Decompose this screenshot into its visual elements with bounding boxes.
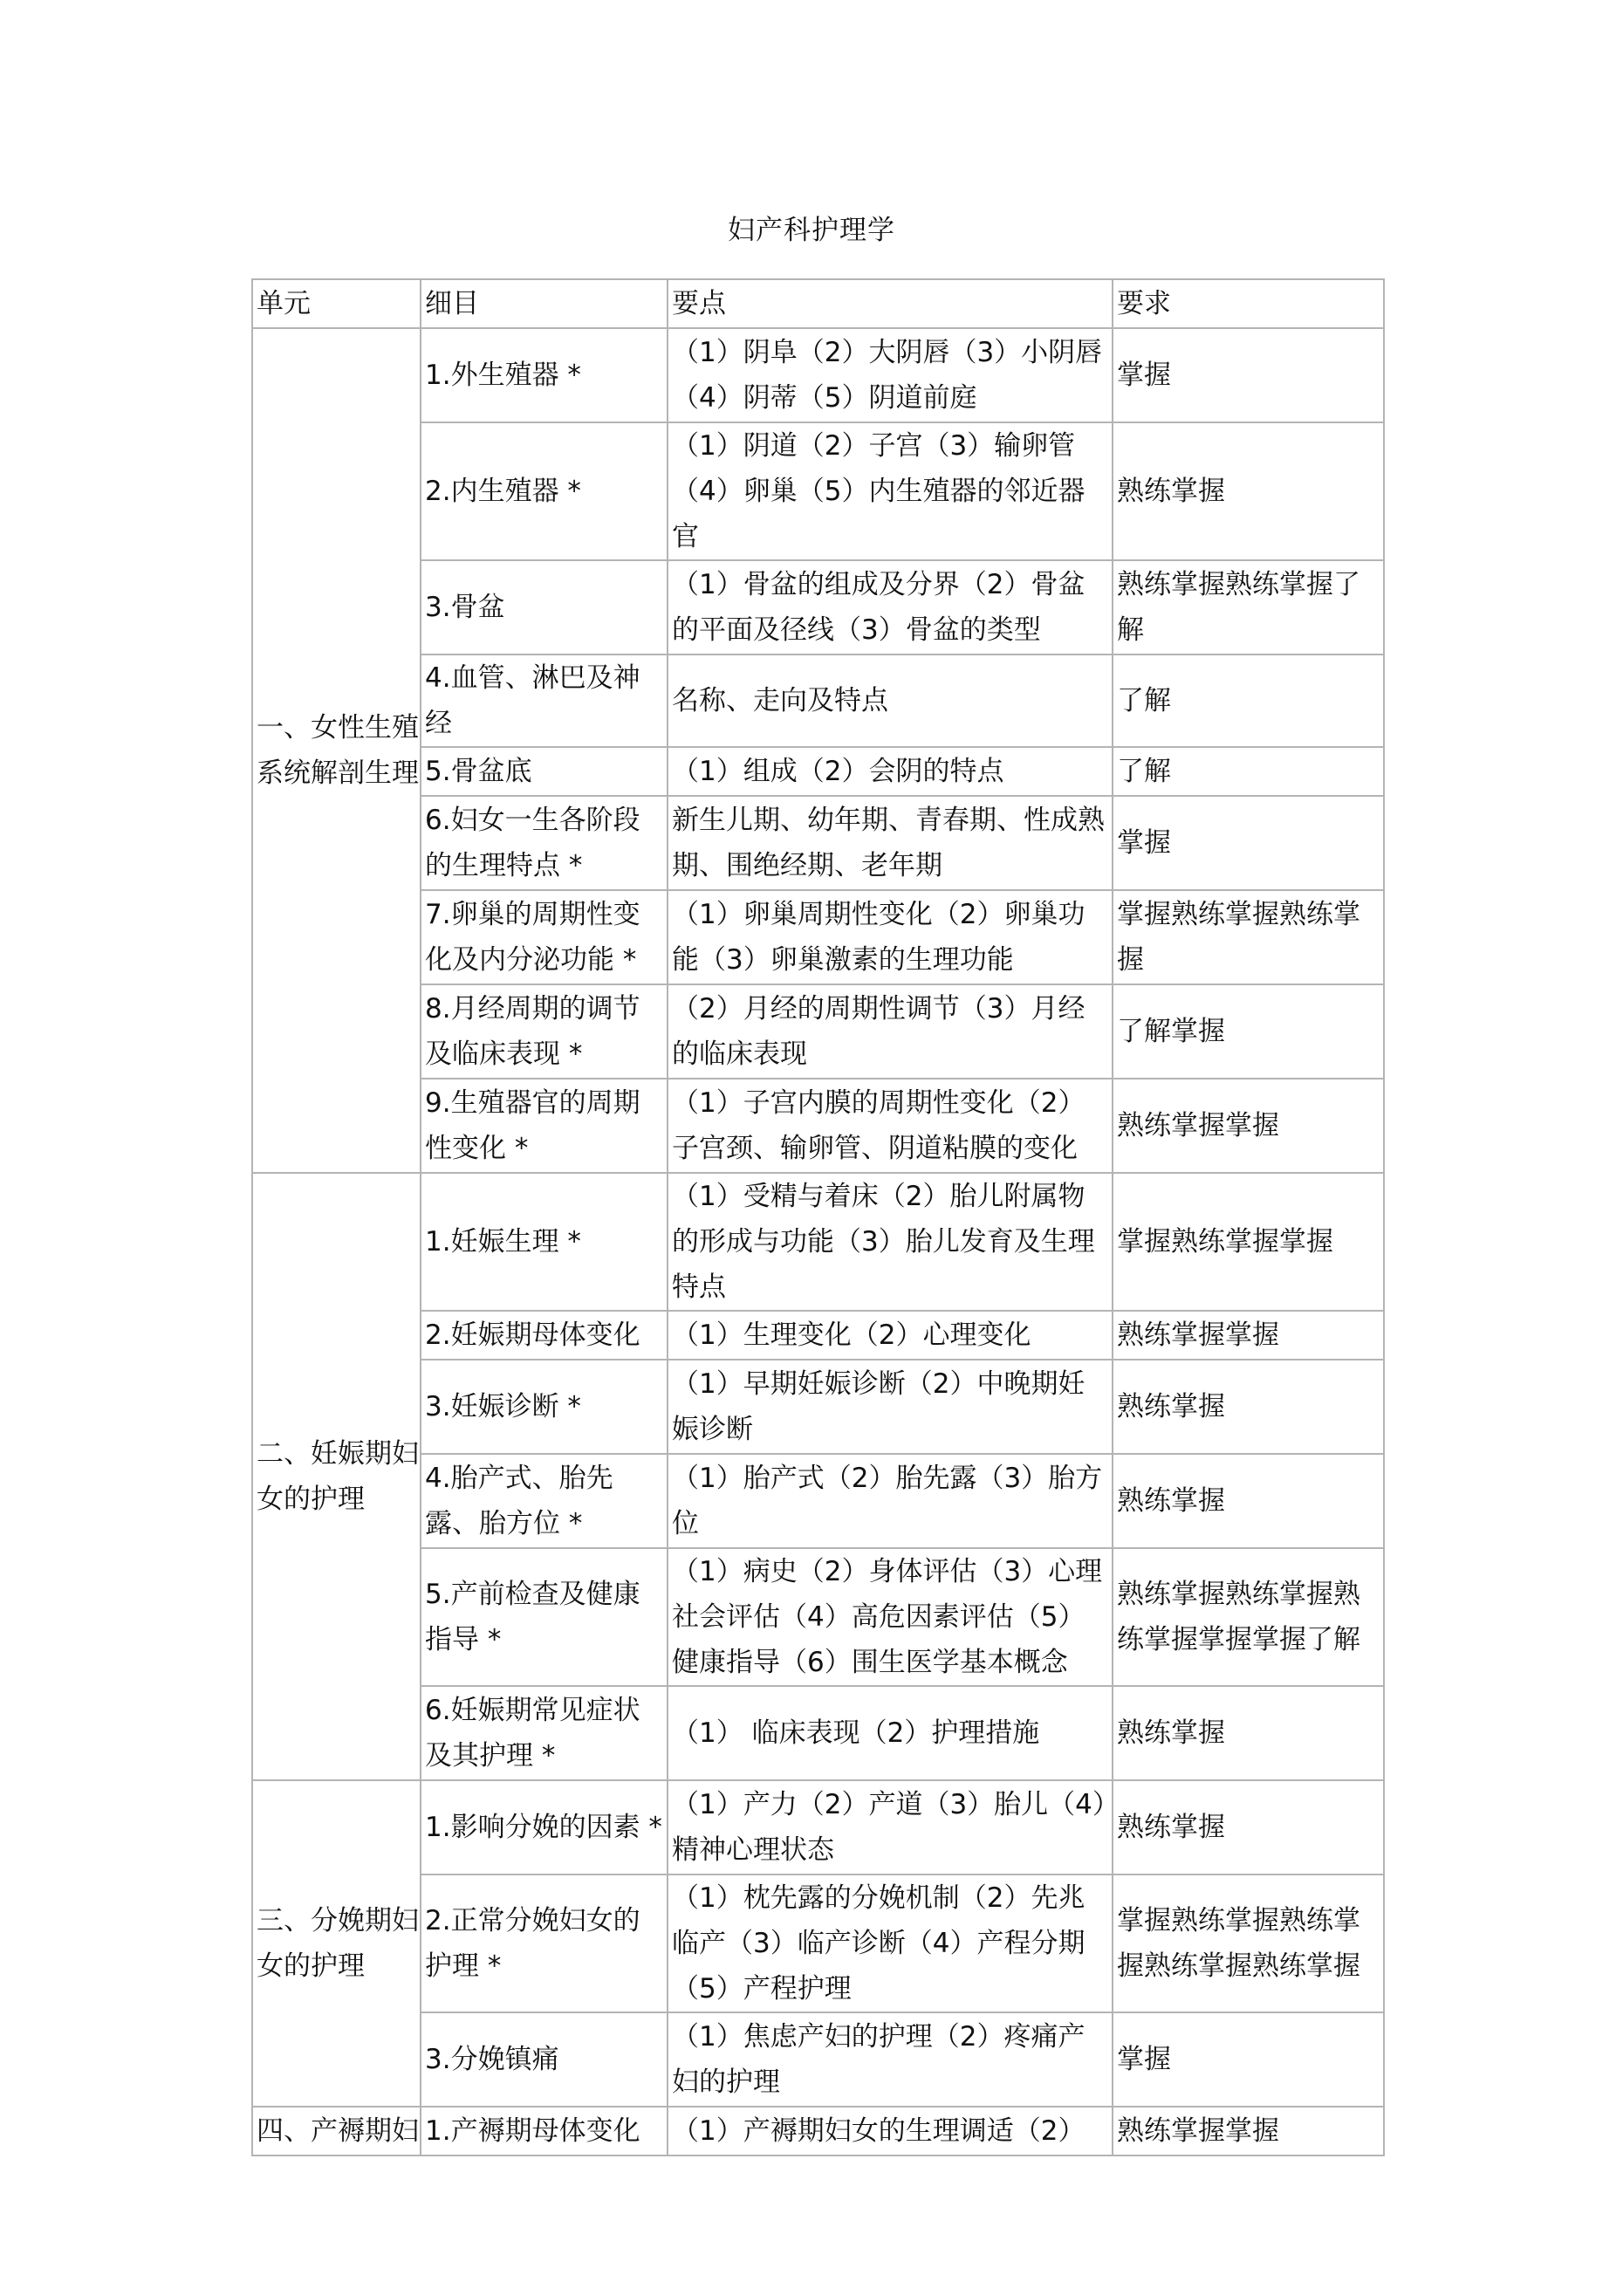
table-row <box>252 1454 1384 1548</box>
requirement-cell: 熟练掌握 <box>1113 1360 1384 1454</box>
item-cell: 5.产前检查及健康指导 * <box>421 1548 668 1686</box>
item-cell: 1.产褥期母体变化 <box>421 2107 668 2155</box>
unit-cell: 三、分娩期妇女的护理 <box>252 1780 421 2107</box>
table-row <box>252 747 1384 796</box>
table-row <box>252 655 1384 747</box>
table-row <box>252 890 1384 984</box>
table-row <box>252 1780 1384 1874</box>
requirement-cell: 熟练掌握 <box>1113 1686 1384 1780</box>
requirement-cell: 熟练掌握熟练掌握熟练掌握掌握掌握了解 <box>1113 1548 1384 1686</box>
header-points: 要点 <box>668 279 1113 328</box>
syllabus-table <box>251 278 1385 2156</box>
item-cell: 2.内生殖器 * <box>421 422 668 560</box>
header-unit: 单元 <box>252 279 421 328</box>
item-cell: 6.妊娠期常见症状及其护理 * <box>421 1686 668 1780</box>
table-row <box>252 1360 1384 1454</box>
requirement-cell: 熟练掌握 <box>1113 1454 1384 1548</box>
requirement-cell: 熟练掌握掌握 <box>1113 1311 1384 1360</box>
item-cell: 7.卵巢的周期性变化及内分泌功能 * <box>421 890 668 984</box>
points-cell: （1）组成（2）会阴的特点 <box>668 747 1113 796</box>
points-cell: （1）枕先露的分娩机制（2）先兆临产（3）临产诊断（4）产程分期（5）产程护理 <box>668 1874 1113 2012</box>
requirement-cell: 掌握 <box>1113 796 1384 890</box>
points-cell: （1）骨盆的组成及分界（2）骨盆的平面及径线（3）骨盆的类型 <box>668 560 1113 655</box>
requirement-cell: 熟练掌握熟练掌握了解 <box>1113 560 1384 655</box>
header-requirement: 要求 <box>1113 279 1384 328</box>
requirement-cell: 掌握熟练掌握熟练掌握 <box>1113 890 1384 984</box>
item-cell: 3.妊娠诊断 * <box>421 1360 668 1454</box>
item-cell: 3.分娩镇痛 <box>421 2012 668 2107</box>
item-cell: 1.影响分娩的因素 * <box>421 1780 668 1874</box>
unit-cell: 一、女性生殖系统解剖生理 <box>252 328 421 1173</box>
points-cell: （1）产褥期妇女的生理调适（2） <box>668 2107 1113 2155</box>
item-cell: 1.妊娠生理 * <box>421 1173 668 1311</box>
points-cell: （1）早期妊娠诊断（2）中晚期妊娠诊断 <box>668 1360 1113 1454</box>
points-cell: （1）阴道（2）子宫（3）输卵管（4）卵巢（5）内生殖器的邻近器官 <box>668 422 1113 560</box>
table-row <box>252 422 1384 560</box>
requirement-cell: 熟练掌握掌握 <box>1113 2107 1384 2155</box>
table-row <box>252 1874 1384 2012</box>
table-row <box>252 1173 1384 1311</box>
document-title: 妇产科护理学 <box>728 215 895 246</box>
table-row <box>252 984 1384 1079</box>
item-cell: 9.生殖器官的周期性变化 * <box>421 1079 668 1173</box>
table-row <box>252 796 1384 890</box>
points-cell: 名称、走向及特点 <box>668 655 1113 747</box>
points-cell: （1）受精与着床（2）胎儿附属物的形成与功能（3）胎儿发育及生理特点 <box>668 1173 1113 1311</box>
header-item: 细目 <box>421 279 668 328</box>
item-cell: 8.月经周期的调节及临床表现 * <box>421 984 668 1079</box>
points-cell: （2）月经的周期性调节（3）月经的临床表现 <box>668 984 1113 1079</box>
requirement-cell: 了解 <box>1113 655 1384 747</box>
item-cell: 4.胎产式、胎先露、胎方位 * <box>421 1454 668 1548</box>
table-row <box>252 1079 1384 1173</box>
points-cell: （1）病史（2）身体评估（3）心理社会评估（4）高危因素评估（5）健康指导（6）围生医学基本概念 <box>668 1548 1113 1686</box>
points-cell: （1）阴阜（2）大阴唇（3）小阴唇（4）阴蒂（5）阴道前庭 <box>668 328 1113 422</box>
requirement-cell: 熟练掌握 <box>1113 422 1384 560</box>
unit-cell: 二、妊娠期妇女的护理 <box>252 1173 421 1780</box>
requirement-cell: 了解 <box>1113 747 1384 796</box>
points-cell: （1）卵巢周期性变化（2）卵巢功能（3）卵巢激素的生理功能 <box>668 890 1113 984</box>
item-cell: 2.正常分娩妇女的护理 * <box>421 1874 668 2012</box>
requirement-cell: 了解掌握 <box>1113 984 1384 1079</box>
table-row <box>252 2107 1384 2155</box>
item-cell: 1.外生殖器 * <box>421 328 668 422</box>
item-cell: 5.骨盆底 <box>421 747 668 796</box>
requirement-cell: 掌握 <box>1113 328 1384 422</box>
table-row <box>252 1311 1384 1360</box>
unit-cell: 四、产褥期妇 <box>252 2107 421 2155</box>
requirement-cell: 掌握熟练掌握掌握 <box>1113 1173 1384 1311</box>
points-cell: （1）胎产式（2）胎先露（3）胎方位 <box>668 1454 1113 1548</box>
requirement-cell: 熟练掌握掌握 <box>1113 1079 1384 1173</box>
item-cell: 6.妇女一生各阶段的生理特点 * <box>421 796 668 890</box>
points-cell: （1）焦虑产妇的护理（2）疼痛产妇的护理 <box>668 2012 1113 2107</box>
requirement-cell: 熟练掌握 <box>1113 1780 1384 1874</box>
requirement-cell: 掌握熟练掌握熟练掌握熟练掌握熟练掌握 <box>1113 1874 1384 2012</box>
requirement-cell: 掌握 <box>1113 2012 1384 2107</box>
table-row <box>252 2012 1384 2107</box>
points-cell: 新生儿期、幼年期、青春期、性成熟期、围绝经期、老年期 <box>668 796 1113 890</box>
points-cell: （1） 临床表现（2）护理措施 <box>668 1686 1113 1780</box>
table-row <box>252 1686 1384 1780</box>
table-row <box>252 1548 1384 1686</box>
table-row <box>252 560 1384 655</box>
item-cell: 3.骨盆 <box>421 560 668 655</box>
table-row <box>252 328 1384 422</box>
points-cell: （1）子宫内膜的周期性变化（2）子宫颈、输卵管、阴道粘膜的变化 <box>668 1079 1113 1173</box>
table-header-row <box>252 279 1384 328</box>
points-cell: （1）生理变化（2）心理变化 <box>668 1311 1113 1360</box>
item-cell: 4.血管、淋巴及神经 <box>421 655 668 747</box>
points-cell: （1）产力（2）产道（3）胎儿（4）精神心理状态 <box>668 1780 1113 1874</box>
item-cell: 2.妊娠期母体变化 <box>421 1311 668 1360</box>
